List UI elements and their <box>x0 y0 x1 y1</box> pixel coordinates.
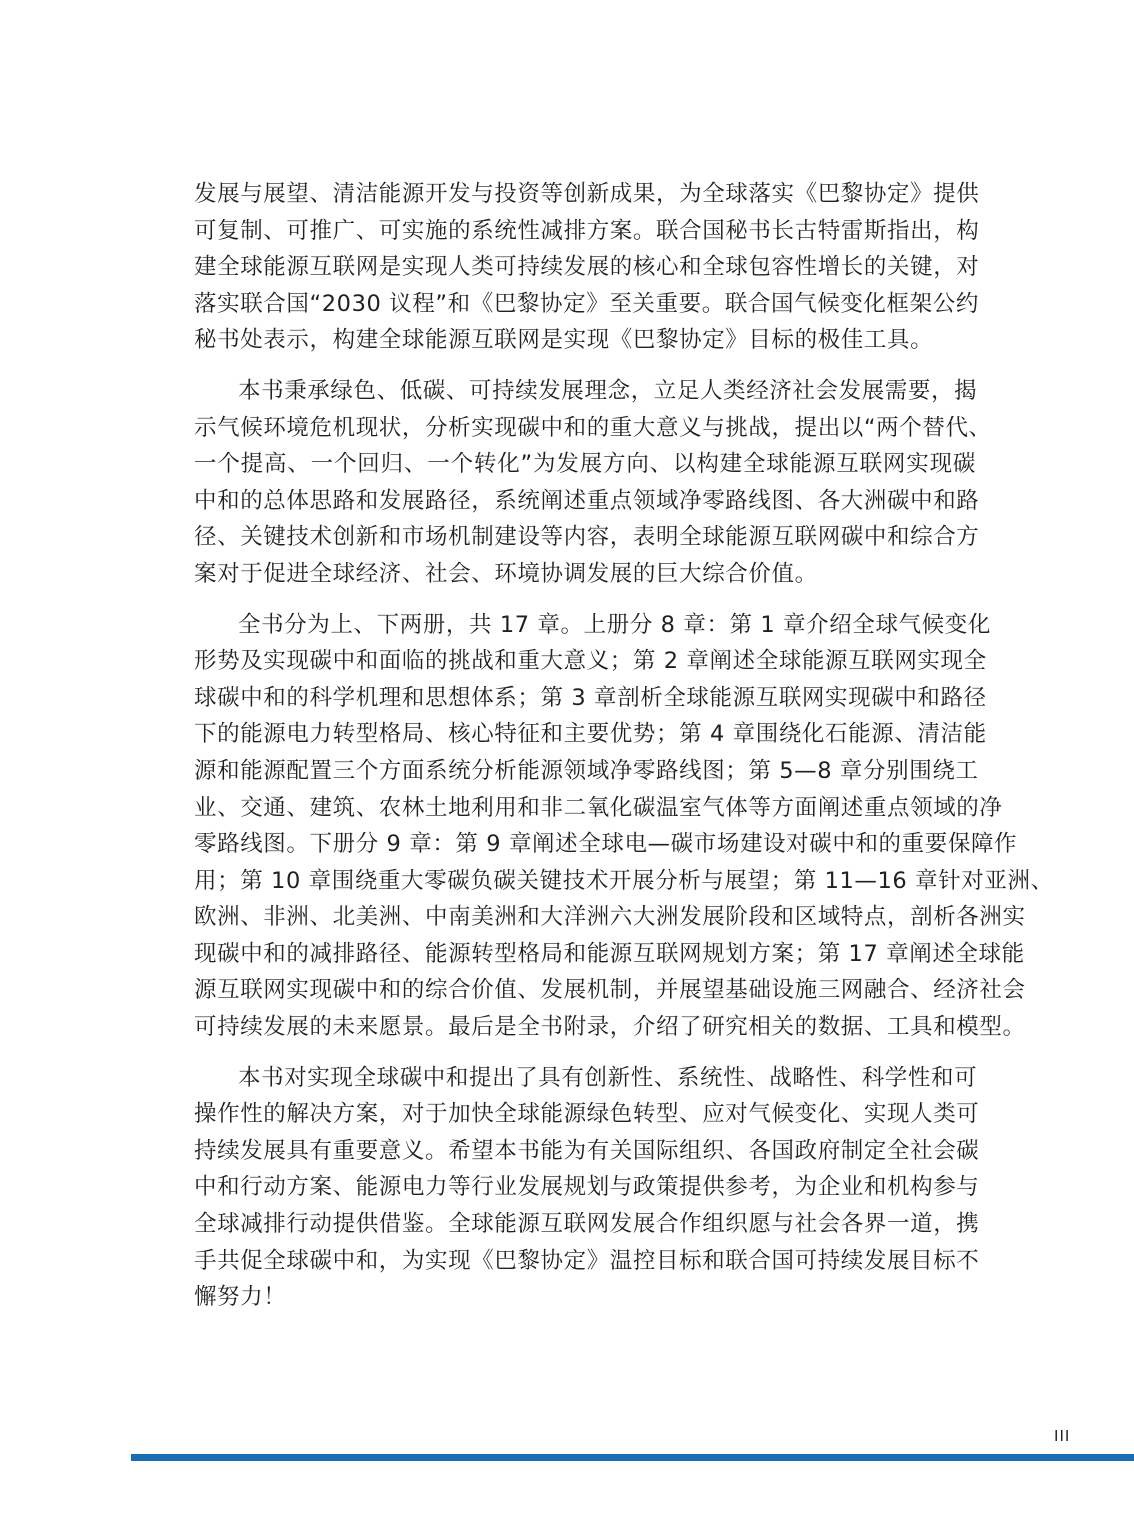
text-line: 中和行动方案、能源电力等行业发展规划与政策提供参考，为企业和机构参与 <box>194 1174 980 1201</box>
paragraph <box>194 373 992 593</box>
text-line: 业、交通、建筑、农林土地利用和非二氧化碳温室气体等方面阐述重点领域的净 <box>194 794 1003 821</box>
text-line: 操作性的解决方案，对于加快全球能源绿色转型、应对气候变化、实现人类可 <box>194 1101 980 1128</box>
text-line: 案对于促进全球经济、社会、环境协调发展的巨大综合价值。 <box>194 560 818 587</box>
paragraph <box>194 1060 980 1316</box>
text-line: 一个提高、一个回归、一个转化”为发展方向、以构建全球能源互联网实现碳 <box>194 451 976 478</box>
text-line: 懈努力！ <box>194 1284 287 1311</box>
body-text <box>194 176 1054 1330</box>
paragraph <box>194 176 980 359</box>
footer-rule <box>131 1454 1134 1461</box>
text-line: 源和能源配置三个方面系统分析能源领域净零路线图；第 5—8 章分别围绕工 <box>194 757 979 784</box>
text-line: 中和的总体思路和发展路径，系统阐述重点领域净零路线图、各大洲碳中和路 <box>194 487 980 514</box>
text-line: 球碳中和的科学机理和思想体系；第 3 章剖析全球能源互联网实现碳中和路径 <box>194 684 987 711</box>
text-line: 零路线图。下册分 9 章：第 9 章阐述全球电—碳市场建设对碳中和的重要保障作 <box>194 831 1018 858</box>
text-line: 欧洲、非洲、北美洲、中南美洲和大洋洲六大洲发展阶段和区域特点，剖析各洲实 <box>194 904 1026 931</box>
text-line: 用；第 10 章围绕重大零碳负碳关键技术开展分析与展望；第 11—16 章针对亚洲、 <box>194 867 1054 894</box>
text-line: 落实联合国“2030 议程”和《巴黎协定》至关重要。联合国气候变化框架公约 <box>194 290 979 317</box>
paragraph <box>194 607 1054 1046</box>
text-line: 秘书处表示，构建全球能源互联网是实现《巴黎协定》目标的极佳工具。 <box>194 327 934 354</box>
text-line: 本书对实现全球碳中和提出了具有创新性、系统性、战略性、科学性和可 <box>238 1064 978 1091</box>
text-line: 示气候环境危机现状，分析实现碳中和的重大意义与挑战，提出以“两个替代、 <box>194 414 992 441</box>
text-line: 下的能源电力转型格局、核心特征和主要优势；第 4 章围绕化石能源、清洁能 <box>194 721 987 748</box>
text-line: 发展与展望、清洁能源开发与投资等创新成果，为全球落实《巴黎协定》提供 <box>194 181 980 207</box>
text-line: 形势及实现碳中和面临的挑战和重大意义；第 2 章阐述全球能源互联网实现全 <box>194 648 987 675</box>
text-line: 建全球能源互联网是实现人类可持续发展的核心和全球包容性增长的关键，对 <box>194 254 980 281</box>
text-line: 径、关键技术创新和市场机制建设等内容，表明全球能源互联网碳中和综合方 <box>194 524 980 551</box>
text-line: 持续发展具有重要意义。希望本书能为有关国际组织、各国政府制定全社会碳 <box>194 1137 980 1164</box>
text-line: 全书分为上、下两册，共 17 章。上册分 8 章：第 1 章介绍全球气候变化 <box>238 611 991 638</box>
text-line: 现碳中和的减排路径、能源转型格局和能源互联网规划方案；第 17 章阐述全球能 <box>194 940 1025 967</box>
text-line: 全球减排行动提供借鉴。全球能源互联网发展合作组织愿与社会各界一道，携 <box>194 1211 980 1238</box>
text-line: 本书秉承绿色、低碳、可持续发展理念，立足人类经济社会发展需要，揭 <box>238 377 978 404</box>
text-line: 可持续发展的未来愿景。最后是全书附录，介绍了研究相关的数据、工具和模型。 <box>194 1014 1026 1041</box>
text-line: 手共促全球碳中和，为实现《巴黎协定》温控目标和联合国可持续发展目标不 <box>194 1247 980 1274</box>
text-line: 可复制、可推广、可实施的系统性减排方案。联合国秘书长古特雷斯指出，构 <box>194 217 980 244</box>
text-line: 源互联网实现碳中和的综合价值、发展机制，并展望基础设施三网融合、经济社会 <box>194 977 1026 1004</box>
page-number: III <box>1054 1428 1071 1445</box>
